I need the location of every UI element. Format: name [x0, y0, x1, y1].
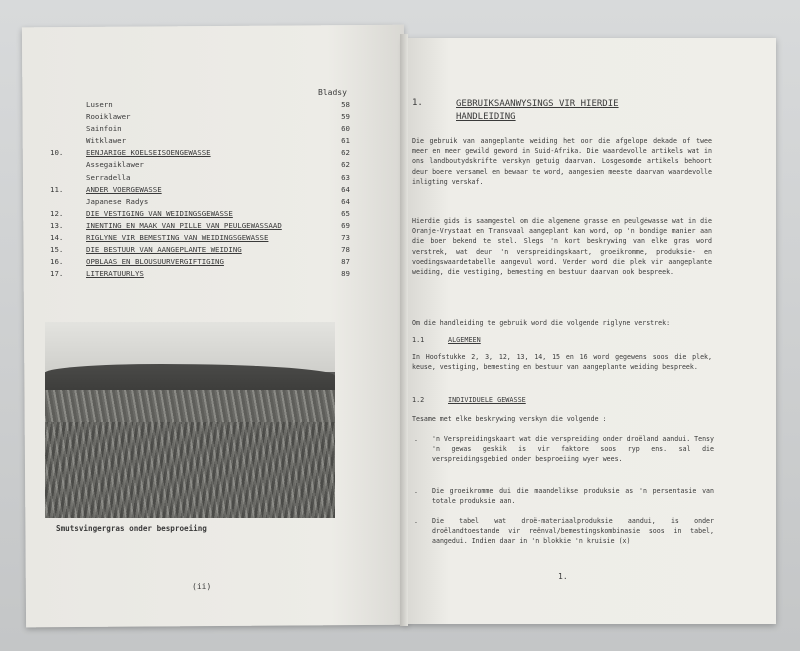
toc-page-number: 65: [341, 208, 350, 218]
toc-row: [50, 160, 350, 172]
toc-page-number: 73: [341, 233, 350, 243]
section-heading-number: 1.: [412, 98, 423, 108]
toc-page-number: 64: [341, 196, 350, 206]
toc-page-number: 62: [341, 160, 350, 170]
book-gutter: [400, 34, 408, 626]
toc-number: 10.: [50, 148, 64, 158]
toc-row: [50, 221, 350, 233]
bullet-text: Die groeikromme dui die maandelikse produksie as 'n persentasie van totale produksie aan.: [432, 487, 714, 506]
toc-title: LITERATUURLYS: [86, 269, 144, 279]
toc-title: ANDER VOERGEWASSE: [86, 184, 162, 194]
toc-title: Assegaiklawer: [86, 160, 144, 170]
toc-title: Rooiklawer: [86, 112, 131, 122]
subsection-number: 1.1: [412, 336, 425, 344]
toc-row: [50, 209, 350, 221]
toc-title: Japanese Radys: [86, 196, 149, 206]
toc-header: Bladsy: [318, 88, 347, 97]
toc-number: 16.: [50, 257, 64, 267]
toc-page-number: 59: [341, 112, 350, 122]
toc-page-number: 61: [341, 136, 350, 146]
toc-title: Sainfoin: [86, 124, 122, 134]
toc-row: [50, 233, 350, 245]
toc-page-number: 63: [341, 172, 350, 182]
toc-page-number: 87: [341, 257, 350, 267]
paragraph-guidelines: Om die handleiding te gebruik word die volgende riglyne verstrek:: [412, 319, 671, 327]
toc-row: [50, 148, 350, 160]
paragraph-intro: Die gebruik van aangeplante weiding het oor die afgelope dekade of twee meer en meer gewild geword in Suid-Afrika. Die waardevolle artikels wat in ons landboutydskrifte verskyn getuig daarvan. Losgesomde artikels behoort deur boere versamel en bewaar te word, aangesien meeste daarvan waardevolle inligting verskaf.: [412, 137, 712, 186]
paragraph-crops: Tesame met elke beskrywing verskyn die volgende :: [412, 415, 607, 423]
toc-row: [50, 257, 350, 269]
bullet-text: Die tabel wat droë-materiaalproduksie aandui, is onder droëlandtoestande vir reënval/bemestingskombinasie soos in tabel, aangedui. Indien daar in 'n blokkie 'n kruisie (x): [432, 517, 714, 546]
paragraph-general: In Hoofstukke 2, 3, 12, 13, 14, 15 en 16 word gegewens soos die plek, keuse, vestiging, bemesting en bestuur van aangeplante weiding bespreek.: [412, 353, 712, 372]
toc-title: OPBLAAS EN BLOUSUURVERGIFTIGING: [86, 257, 224, 267]
toc-number: 17.: [50, 269, 64, 279]
toc-number: 13.: [50, 220, 64, 230]
subsection-title: ALGEMEEN: [448, 336, 481, 344]
toc-number: 11.: [50, 184, 64, 194]
subsection-number: 1.2: [412, 396, 425, 404]
paragraph-guide: Hierdie gids is saamgestel om die algemene grasse en peulgewasse wat in die Oranje-Vrystaat en Transvaal aangeplant kan word, op 'n bondige manier aan die boer bekend te stel. Slegs 'n kort beskrywing van elke gras word verstrek, wat deur 'n verspreidingskaart, groeikromme, produksie- en voedingswaardetabelle aangevul word. Verder word die plek vir aangeplante weiding, die vestiging, bemesting en bestuur daarvan ook bespreek.: [412, 217, 712, 277]
toc-row: [50, 197, 350, 209]
photo-field-texture: [45, 422, 335, 518]
toc-title: DIE VESTIGING VAN WEIDINGSGEWASSE: [86, 208, 233, 218]
toc-page-number: 64: [341, 184, 350, 194]
toc-row: [50, 136, 350, 148]
toc-title: Witklawer: [86, 136, 127, 146]
toc-row: [50, 112, 350, 124]
toc-page-number: 89: [341, 269, 350, 279]
left-page-number: (ii): [192, 582, 212, 591]
subsection-title: INDIVIDUELE GEWASSE: [448, 396, 526, 404]
toc-number: 14.: [50, 233, 64, 243]
toc-title: EENJARIGE KOELSEISOENGEWASSE: [86, 148, 211, 158]
toc-page-number: 58: [341, 100, 350, 109]
toc-number: 15.: [50, 245, 64, 255]
photo-caption: Smutsvingergras onder besproeiing: [56, 524, 207, 533]
table-of-contents: [50, 100, 350, 281]
toc-title: Lusern: [86, 100, 113, 109]
toc-title: Serradella: [86, 172, 131, 182]
toc-page-number: 78: [341, 245, 350, 255]
toc-row: [50, 100, 350, 112]
pasture-photo: [45, 322, 335, 518]
toc-row: [50, 124, 350, 136]
bullet-mark: .: [414, 487, 418, 495]
bullet-mark: .: [414, 435, 418, 443]
toc-row: [50, 173, 350, 185]
toc-row: [50, 245, 350, 257]
bullet-text: 'n Verspreidingskaart wat die verspreiding onder droëland aandui. Tensy 'n gewas geskik is vir faktore soos ryp ens. sal die verspreidingsgebied onder besproeiing wyer wees.: [432, 435, 714, 464]
toc-title: RIGLYNE VIR BEMESTING VAN WEIDINGSGEWASSE: [86, 233, 269, 243]
toc-number: 12.: [50, 208, 64, 218]
toc-page-number: 62: [341, 148, 350, 158]
toc-row: [50, 269, 350, 281]
toc-row: [50, 185, 350, 197]
right-page-number: 1.: [558, 572, 568, 581]
section-heading-title: GEBRUIKSAANWYSINGS VIR HIERDIE HANDLEIDING: [456, 99, 619, 122]
toc-page-number: 69: [341, 220, 350, 230]
toc-page-number: 60: [341, 124, 350, 134]
toc-title: DIE BESTUUR VAN AANGEPLANTE WEIDING: [86, 245, 242, 255]
bullet-mark: .: [414, 517, 418, 525]
toc-title: INENTING EN MAAK VAN PILLE VAN PEULGEWASSAAD: [86, 220, 282, 230]
